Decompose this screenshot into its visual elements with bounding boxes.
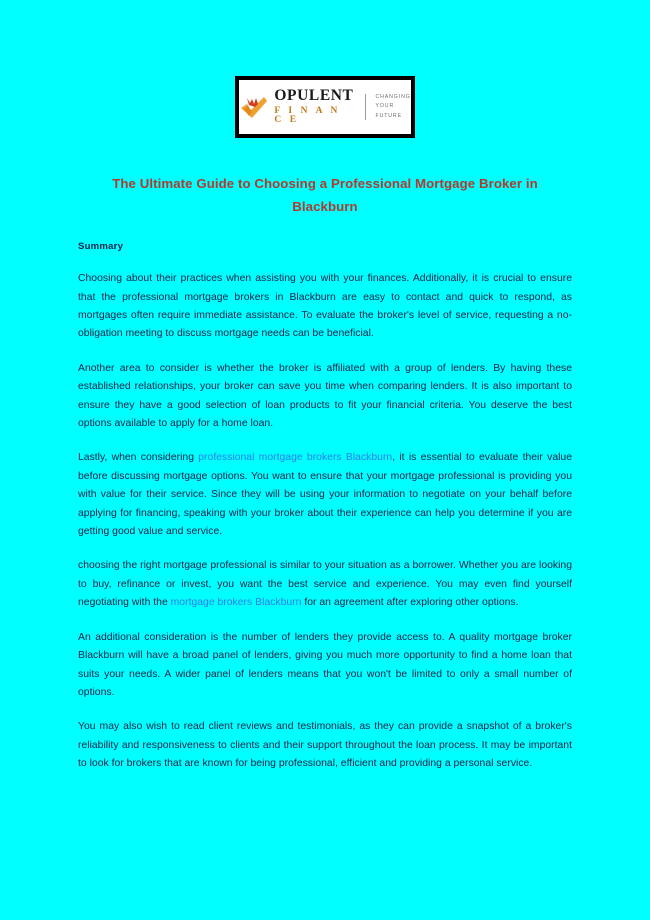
paragraph-text: for an agreement after exploring other options.: [301, 597, 519, 609]
logo-area: [78, 0, 572, 138]
paragraph-text: Lastly, when considering: [78, 452, 199, 464]
paragraph-text: Another area to consider is whether the broker is affiliated with a group of lenders. By having these established relationships, your broker can save you time when comparing lenders. It is also important to ensure they have a good selection of loan products to fit your financial criteria. You deserve the best options available to apply for a home loan.: [78, 362, 572, 430]
logo-tagline-line-1: CHANGING: [375, 93, 411, 100]
paragraph-text: An additional consideration is the number of lenders they provide access to. A quality mortgage broker Blackburn will have a broad panel of lenders, giving you much more opportunity to find a home loan that suits your needs. A wider panel of lenders means that you won't be limited to only a small number of options.: [78, 631, 572, 698]
body-paragraph: [78, 270, 572, 344]
paragraph-text: Choosing about their practices when assisting you with your finances. Additionally, it is crucial to ensure that the professional mortgage brokers in Blackburn are easy to contact and quick to respond, as mortgages often require immediate assistance. To evaluate the broker's level of service, requesting a no-obligation meeting to discuss mortgage needs can be beneficial.: [78, 273, 572, 340]
logo-tagline-line-2: YOUR: [375, 103, 395, 110]
logo-tagline-line-3: FUTURE: [375, 112, 402, 119]
inline-link[interactable]: mortgage brokers Blackburn: [170, 597, 302, 609]
logo-tagline: [376, 93, 411, 122]
paragraph-text: You may also wish to read client reviews and testimonials, as they can provide a snapshot of a broker's reliability and responsiveness to clients and their support throughout the loan process. It may be important to look for brokers that are known for being professional, efficient and providing a personal service.: [78, 721, 572, 770]
body-paragraph: [78, 629, 572, 703]
paragraph-text: choosing the right mortgage professional is similar to your situation as a borrower. Whether you are looking to buy, refinance or invest, you want the best service and experience. You may even find yourself negotiating with the: [78, 560, 572, 609]
body-paragraph: [78, 360, 572, 434]
summary-heading: Summary: [78, 241, 124, 253]
logo-wordmark: [274, 88, 353, 126]
logo-company-subname: F I N A N C E: [274, 105, 341, 126]
company-logo: [235, 76, 415, 138]
page-title: The Ultimate Guide to Choosing a Professional Mortgage Broker in Blackburn: [112, 176, 538, 215]
logo-inner: [239, 88, 410, 126]
document-body: [78, 270, 572, 773]
logo-company-name: OPULENT: [274, 87, 354, 105]
checkmark-logo-icon: [239, 93, 269, 121]
body-paragraph: [78, 718, 572, 773]
paragraph-text: , it is essential to evaluate their value before discussing mortgage options. You want to ensure that your mortgage professional is providing you with value for their service. Since they will be using your information to negotiate on your behalf before applying for financing, speaking with your broker about their experience can help you determine if you are getting good value and service.: [78, 452, 573, 538]
body-paragraph: [78, 557, 572, 612]
inline-link[interactable]: professional mortgage brokers Blackburn: [198, 452, 393, 464]
body-paragraph: [78, 449, 572, 541]
logo-divider: [365, 94, 366, 120]
